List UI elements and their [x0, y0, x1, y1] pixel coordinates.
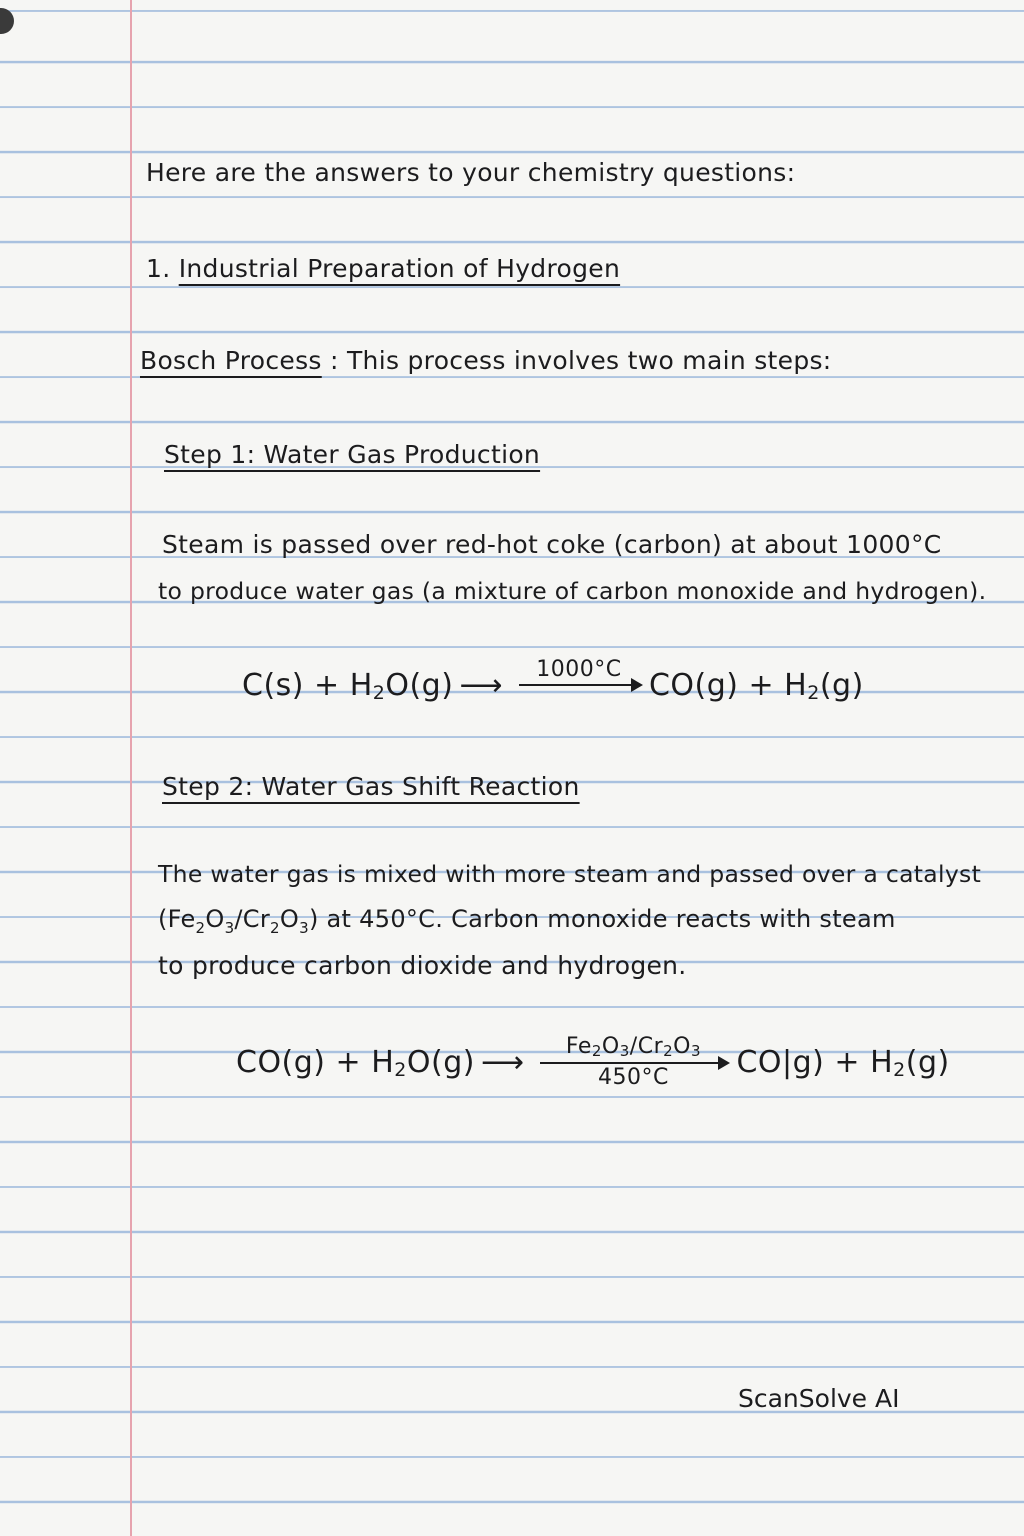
margin-line: [130, 0, 132, 1536]
step2-line1: The water gas is mixed with more steam and passed over a catalyst: [158, 860, 982, 888]
eq2-condition-line: [540, 1062, 726, 1064]
punch-hole: [0, 8, 14, 34]
watermark: ScanSolve AI: [738, 1384, 900, 1413]
eq2-right: $CO|g) + H_2(g)$: [736, 1044, 950, 1081]
eq1-left: $C(s) + H_2O(g)$: [242, 667, 454, 704]
step1-title: Step 1: Water Gas Production: [164, 440, 541, 469]
intro-text: Here are the answers to your chemistry questions:: [146, 158, 796, 187]
eq1-right: $CO(g) + H_2(g)$: [648, 667, 864, 704]
bosch-colon: :: [330, 346, 339, 375]
eq1-condition-arrow: [519, 658, 639, 712]
step1-line1: Steam is passed over red-hot coke (carbon) at about 1000°C: [162, 530, 942, 559]
eq2-temperature: 450°C: [598, 1064, 669, 1090]
section-title: Industrial Preparation of Hydrogen: [178, 254, 621, 283]
step2-line3: to produce carbon dioxide and hydrogen.: [158, 951, 687, 980]
eq2-condition-arrow: [540, 1035, 726, 1090]
eq1-condition: 1000°C: [536, 657, 622, 682]
bosch-text: This process involves two main steps:: [346, 346, 832, 375]
section-number: 1.: [146, 254, 171, 283]
eq1-arrow: ⟶: [459, 667, 503, 703]
section-heading: [146, 254, 620, 283]
eq2-arrow: ⟶: [480, 1044, 525, 1080]
step2-line2: $(Fe_2O_3/Cr_2O_3)$ at 450°C. Carbon monoxide reacts with steam: [158, 905, 896, 937]
bosch-line: [140, 346, 832, 375]
step2-title: Step 2: Water Gas Shift Reaction: [162, 772, 580, 801]
bosch-label: Bosch Process: [140, 346, 322, 375]
eq2-catalyst: $Fe_2O_3/Cr_2O_3$: [565, 1033, 702, 1060]
step1-line2: to produce water gas (a mixture of carbon monoxide and hydrogen).: [158, 577, 987, 605]
eq2-left: $CO(g) + H_2O(g)$: [236, 1044, 475, 1081]
step2-equation: [236, 1022, 950, 1102]
step1-equation: [242, 650, 864, 720]
eq1-condition-line: [519, 684, 639, 686]
